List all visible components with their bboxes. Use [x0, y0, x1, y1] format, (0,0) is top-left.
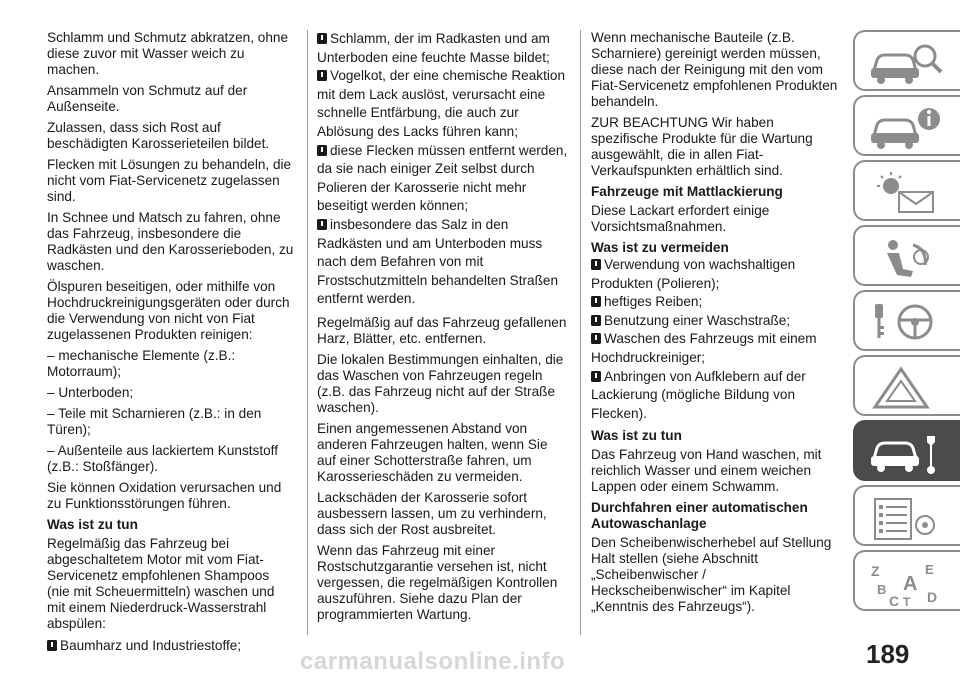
warning-icon [591, 259, 601, 270]
svg-text:E: E [925, 562, 934, 577]
chapter-tab-driving[interactable] [853, 290, 960, 351]
paragraph: Das Fahrzeug von Hand waschen, mit reichlich Wasser und einem weichen Lappen oder einem Schwamm. [591, 447, 822, 495]
warning-light-envelope-icon [869, 170, 949, 216]
section-heading: Was ist zu tun [47, 517, 138, 532]
column-divider [307, 30, 308, 635]
key-steering-wheel-icon [869, 300, 949, 346]
svg-text:Z: Z [871, 563, 880, 579]
warning-item: Verwendung von wachshaltigen Produkten (Polieren); [591, 257, 796, 291]
paragraph: Zulassen, dass sich Rost auf beschädigten Karosserieteilen bildet. [47, 120, 270, 151]
car-info-icon [869, 105, 949, 151]
warning-icon [591, 371, 601, 382]
text-column-3 [591, 30, 841, 620]
warning-icon [591, 333, 601, 344]
paragraph: Den Scheibenwischerhebel auf Stellung Halt stellen (siehe Abschnitt „Scheibenwischer / Heckscheibenwischer“ im Kapitel „Kenntnis des Fahrzeugs“). [591, 535, 832, 615]
paragraph: Sie können Oxidation verursachen und zu Funktionsstörungen führen. [47, 480, 282, 511]
paragraph: – Außenteile aus lackiertem Kunststoff (z.B.: Stoßfänger). [47, 443, 278, 474]
warning-item: insbesondere das Salz in den Radkästen und am Unterboden muss nach dem Befahren von mit Frostschutzmitteln behandelten Straßen entfernt werden. [317, 216, 559, 307]
chapter-tab-technical-data[interactable] [853, 485, 960, 546]
alphabet-index-icon [869, 560, 949, 610]
paragraph: – Unterboden; [47, 385, 134, 400]
svg-text:B: B [877, 582, 887, 597]
paragraph: Ansammeln von Schmutz auf der Außenseite. [47, 83, 248, 114]
chapter-tab-car-search[interactable] [853, 30, 960, 91]
paragraph: – mechanische Elemente (z.B.: Motorraum); [47, 348, 236, 379]
paragraph: Schlamm und Schmutz abkratzen, ohne diese zuvor mit Wasser weich zu machen. [47, 30, 289, 77]
watermark-text: carmanualsonline.info [300, 648, 566, 675]
warning-icon [317, 70, 327, 81]
paragraph: Regelmäßig auf das Fahrzeug gefallenen Harz, Blätter, etc. entfernen. [317, 314, 567, 346]
car-magnifier-icon [869, 40, 949, 86]
warning-item: Anbringen von Aufklebern auf der Lackierung (mögliche Bildung von Flecken). [591, 368, 806, 421]
warning-icon [317, 33, 327, 44]
warning-item: Schlamm, der im Radkasten und am Unterboden eine feuchte Masse bildet; [317, 31, 550, 65]
section-heading: Was ist zu vermeiden [591, 240, 729, 255]
warning-icon [591, 296, 601, 307]
warning-item: Baumharz und Industriestoffe; [47, 637, 295, 656]
warning-item: Waschen des Fahrzeugs mit einem Hochdruckreiniger; [591, 331, 817, 365]
paragraph: Wenn mechanische Bauteile (z.B. Scharniere) gereinigt werden müssen, diese nach der Reinigung mit den vom Fiat-Servicenetz empfohlenen Produkten behandeln. [591, 30, 838, 109]
chapter-tab-maintenance[interactable] [853, 420, 960, 481]
emergency-triangle-icon [869, 365, 949, 411]
text-column-2 [317, 30, 569, 628]
airbag-seat-icon [869, 235, 949, 281]
chapter-tab-warning-lights[interactable] [853, 160, 960, 221]
chapter-tab-sidebar [853, 30, 960, 615]
paragraph: Lackschäden der Karosserie sofort ausbessern lassen, um zu verhindern, dass sich der Rost ausbreitet. [317, 489, 547, 537]
section-heading: Fahrzeuge mit Mattlackierung [591, 184, 783, 199]
warning-icon [47, 640, 57, 651]
svg-text:D: D [927, 589, 938, 605]
paragraph: In Schnee und Matsch zu fahren, ohne das Fahrzeug, insbesondere die Radkästen und den Karosserieboden, zu waschen. [47, 210, 294, 273]
section-heading: Durchfahren einer automatischen Autowaschanlage [591, 500, 808, 532]
chapter-tab-index[interactable] [853, 550, 960, 611]
paragraph: Ölspuren beseitigen, oder mithilfe von Hochdruckreinigungsgeräten oder durch die Verwendung von nicht von Fiat zugelassenen Produkten reinigen: [47, 279, 290, 342]
warning-item: Vogelkot, der eine chemische Reaktion mit dem Lack auslöst, verursacht eine schnelle Entfärbung, die auch zur Ablösung des Lacks führen kann; [317, 68, 566, 139]
paragraph: Diese Lackart erfordert einige Vorsichtsmaßnahmen. [591, 203, 770, 234]
paragraph: – Teile mit Scharnieren (z.B.: in den Türen); [47, 406, 262, 437]
warning-icon [317, 219, 327, 230]
svg-text:A: A [903, 573, 918, 595]
svg-text:T: T [903, 595, 911, 609]
section-heading: Was ist zu tun [591, 428, 682, 444]
svg-text:C: C [889, 593, 900, 609]
warning-item: heftiges Reiben; [591, 293, 841, 312]
paragraph: Regelmäßig das Fahrzeug bei abgeschaltetem Motor mit vom Fiat-Servicenetz empfohlenen Shampoos (nie mit Scheuermitteln) waschen und mit einem Niederdruck-Wasserstrahl abspülen: [47, 536, 275, 631]
chapter-tab-emergency[interactable] [853, 355, 960, 416]
page-number: 189 [866, 639, 910, 669]
chapter-tab-safety[interactable] [853, 225, 960, 286]
warning-icon [317, 145, 327, 156]
warning-item: Benutzung einer Waschstraße; [591, 312, 841, 331]
checklist-icon [869, 495, 949, 541]
paragraph: Flecken mit Lösungen zu behandeln, die nicht vom Fiat-Servicenetz zugelassen sind. [47, 157, 292, 204]
text-column-1 [47, 30, 295, 656]
paragraph: ZUR BEACHTUNG Wir haben spezifische Produkte für die Wartung ausgewählt, die in allen Fiat-Verkaufspunkten erhältlich sind. [591, 115, 813, 178]
car-wrench-icon [869, 430, 949, 476]
warning-item: diese Flecken müssen entfernt werden, da sie nach einiger Zeit selbst durch Polieren der Karosserie nicht mehr beseitigt werden können; [317, 142, 568, 214]
paragraph: Die lokalen Bestimmungen einhalten, die das Waschen von Fahrzeugen regeln (z.B. das Fahrzeug nicht auf der Straße waschen). [317, 351, 564, 415]
chapter-tab-car-info[interactable] [853, 95, 960, 156]
column-divider [580, 30, 581, 635]
warning-icon [591, 315, 601, 326]
paragraph: Einen angemessenen Abstand von anderen Fahrzeugen halten, wenn Sie auf einer Schotterstraße fahren, um Karosserieschäden zu vermeiden. [317, 420, 548, 484]
paragraph: Wenn das Fahrzeug mit einer Rostschutzgarantie versehen ist, nicht vergessen, die regelmäßigen Kontrollen auszuführen. Siehe dazu Plan der programmierten Wartung. [317, 542, 558, 622]
